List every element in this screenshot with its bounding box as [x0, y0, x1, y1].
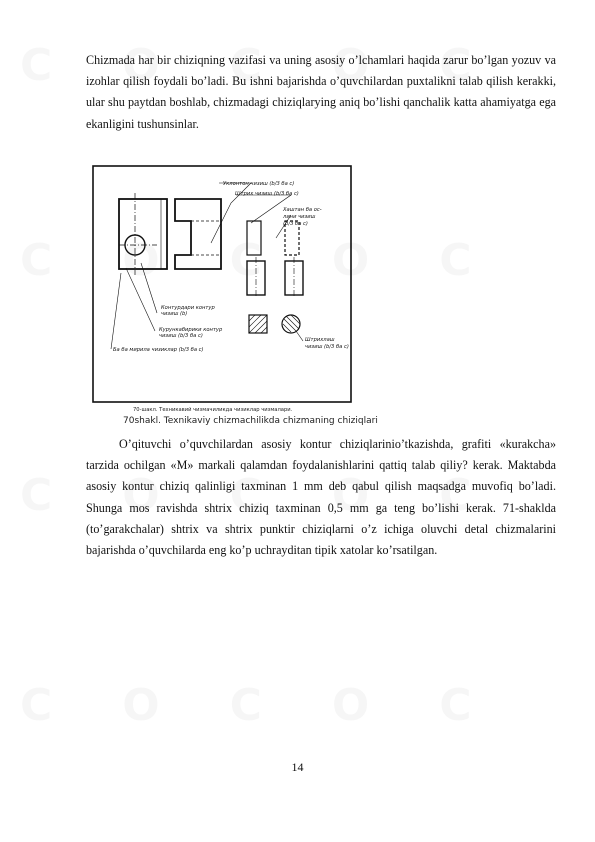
label-main-contour-1: Контурдари контур — [161, 305, 215, 311]
label-dashed-line: Штрих чизиш (b/3 ба с) — [235, 191, 299, 197]
watermark — [20, 680, 478, 731]
label-hatching-1: Штрихлаш — [305, 337, 335, 343]
intro-paragraph: Chizmada har bir chiziqning vazifasi va uning asosiy o’lchamlari haqida zarur bo’lgan yozuv va izohlar qilish foydali bo’ladi. Bu ishni bajarishda o’quvchilardan puxtalikni talab qilish kerakki, ular shu paytdan boshlab, chizmadagi chiziqlarying aniq bo’lishi qanchalik katta ahamiyatga ega ekanligini tushunsinlar. — [86, 53, 556, 131]
part-front-view — [119, 199, 167, 269]
label-centerline-2: лини чизиш — [283, 214, 316, 220]
line-types-drawing — [91, 163, 355, 417]
body-paragraph: O’qituvchi o’quvchilardan asosiy kontur chiziqlarinio’tkazishda, grafiti «kurakcha» tarzida ochilgan «M» markali qalamdan foydalanishlarini qattiq talab qiliy? kerak. Maktabda asosiy kontur chiziq qalinligi taxminan 1 mm deb qabul qilish maqsadga muvofiq bo’ladi. Shunga mos ravishda shtrix chiziq taxminan 0,5 mm ga teng bo’lishi kerak. 71-shaklda (to’garakchalar) shtrix va shtrix punktir chiziqlarni o’z ichiga oluvchi detal chizmalarini bajarishda o’quvchilarda eng ko’p uchrayditan tipik xatolar ko’rsatilgan. — [86, 437, 556, 558]
label-hatching-2: чизиш (b/3 ба с) — [305, 344, 349, 350]
label-centerline-1: Хаштан ба ос- — [283, 207, 322, 213]
label-main-contour-2: чизиш (b) — [161, 311, 188, 317]
drawing-frame — [93, 166, 351, 402]
label-thin-contour-2: чизиш (b/3 ба с) — [159, 333, 203, 339]
page-number: 14 — [291, 760, 304, 774]
label-centerline-3: (b/3 ба с) — [283, 221, 308, 227]
figure-caption: 70shakl. Texnikaviy chizmachilikda chizmaning chiziqlari — [123, 416, 378, 426]
label-dimension-lines: Ба ба мирила чизиклар (b/3 ба с) — [113, 347, 204, 353]
hatched-circle — [282, 315, 300, 333]
label-thin-contour-1: Курункабирики контур — [159, 327, 223, 333]
label-axis-line: Уклонтон чизиш (b/3 ба с) — [223, 181, 295, 187]
technical-drawing-figure — [91, 163, 355, 417]
part-side-view — [175, 199, 221, 269]
figure-caption-original: 70-шакл. Техникавий чизмачиликда чизиклар чизмалари. — [133, 407, 293, 413]
